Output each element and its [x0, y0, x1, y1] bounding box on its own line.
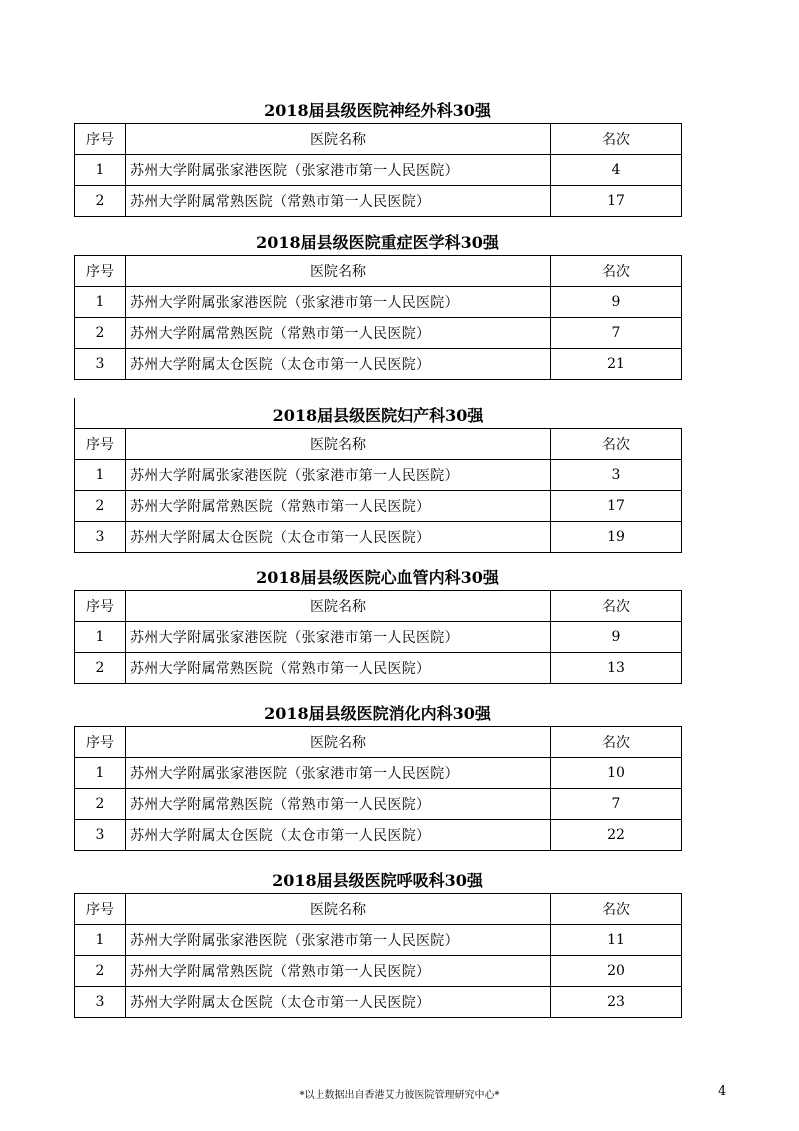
section-critical-care — [74, 228, 681, 380]
header-rank: 名次 — [551, 727, 682, 758]
section-obstetrics — [74, 398, 681, 553]
section-title: 2018届县级医院重症医学科30强 — [256, 233, 499, 252]
row-index: 3 — [75, 820, 126, 851]
row-index: 1 — [75, 622, 126, 653]
table-row — [75, 318, 682, 349]
header-rank: 名次 — [551, 256, 682, 287]
row-hospital-name: 苏州大学附属太仓医院（太仓市第一人民医院） — [126, 987, 551, 1018]
table-row — [75, 622, 682, 653]
section-title: 2018届县级医院消化内科30强 — [264, 704, 491, 723]
row-hospital-name: 苏州大学附属张家港医院（张家港市第一人民医院） — [126, 460, 551, 491]
row-hospital-name: 苏州大学附属常熟医院（常熟市第一人民医院） — [126, 491, 551, 522]
row-hospital-name: 苏州大学附属常熟医院（常熟市第一人民医院） — [126, 318, 551, 349]
row-hospital-name: 苏州大学附属常熟医院（常熟市第一人民医院） — [126, 653, 551, 684]
header-index: 序号 — [75, 256, 126, 287]
table-row — [75, 349, 682, 380]
header-rank: 名次 — [551, 124, 682, 155]
table-row — [75, 925, 682, 956]
header-index: 序号 — [75, 591, 126, 622]
table-header-row — [75, 429, 682, 460]
row-rank: 22 — [551, 820, 682, 851]
row-index: 2 — [75, 789, 126, 820]
header-index: 序号 — [75, 727, 126, 758]
row-hospital-name: 苏州大学附属张家港医院（张家港市第一人民医院） — [126, 287, 551, 318]
header-name: 医院名称 — [126, 894, 551, 925]
row-hospital-name: 苏州大学附属常熟医院（常熟市第一人民医院） — [126, 186, 551, 217]
header-name: 医院名称 — [126, 591, 551, 622]
ranking-table — [74, 123, 682, 217]
row-hospital-name: 苏州大学附属太仓医院（太仓市第一人民医院） — [126, 522, 551, 553]
table-row — [75, 758, 682, 789]
row-rank: 10 — [551, 758, 682, 789]
row-hospital-name: 苏州大学附属常熟医院（常熟市第一人民医院） — [126, 956, 551, 987]
section-title: 2018届县级医院呼吸科30强 — [272, 871, 483, 890]
row-hospital-name: 苏州大学附属张家港医院（张家港市第一人民医院） — [126, 622, 551, 653]
row-rank: 7 — [551, 789, 682, 820]
section-respiratory — [74, 866, 681, 1018]
row-rank: 19 — [551, 522, 682, 553]
table-row — [75, 522, 682, 553]
row-hospital-name: 苏州大学附属张家港医院（张家港市第一人民医院） — [126, 925, 551, 956]
header-index: 序号 — [75, 894, 126, 925]
row-index: 1 — [75, 287, 126, 318]
table-row — [75, 155, 682, 186]
row-index: 2 — [75, 186, 126, 217]
row-hospital-name: 苏州大学附属太仓医院（太仓市第一人民医院） — [126, 349, 551, 380]
row-rank: 23 — [551, 987, 682, 1018]
ranking-table — [74, 726, 682, 851]
row-rank: 9 — [551, 622, 682, 653]
row-index: 1 — [75, 758, 126, 789]
row-index: 2 — [75, 318, 126, 349]
table-row — [75, 287, 682, 318]
table-header-row — [75, 591, 682, 622]
section-gastroenterology — [74, 699, 681, 851]
table-header-row — [75, 256, 682, 287]
row-index: 2 — [75, 956, 126, 987]
row-rank: 9 — [551, 287, 682, 318]
row-hospital-name: 苏州大学附属张家港医院（张家港市第一人民医院） — [126, 758, 551, 789]
row-index: 2 — [75, 653, 126, 684]
table-row — [75, 653, 682, 684]
row-hospital-name: 苏州大学附属张家港医院（张家港市第一人民医院） — [126, 155, 551, 186]
table-header-row — [75, 124, 682, 155]
table-row — [75, 460, 682, 491]
row-index: 2 — [75, 491, 126, 522]
row-index: 3 — [75, 522, 126, 553]
row-rank: 3 — [551, 460, 682, 491]
header-rank: 名次 — [551, 429, 682, 460]
table-row — [75, 789, 682, 820]
header-index: 序号 — [75, 429, 126, 460]
row-rank: 17 — [551, 186, 682, 217]
ranking-table — [74, 428, 682, 553]
section-title: 2018届县级医院神经外科30强 — [264, 101, 491, 120]
row-rank: 11 — [551, 925, 682, 956]
section-neurosurgery — [74, 96, 681, 217]
row-index: 1 — [75, 155, 126, 186]
table-row — [75, 956, 682, 987]
row-rank: 21 — [551, 349, 682, 380]
row-hospital-name: 苏州大学附属太仓医院（太仓市第一人民医院） — [126, 820, 551, 851]
header-rank: 名次 — [551, 894, 682, 925]
document-body — [74, 96, 681, 1018]
table-row — [75, 987, 682, 1018]
table-header-row — [75, 894, 682, 925]
ranking-table — [74, 893, 682, 1018]
row-rank: 17 — [551, 491, 682, 522]
table-row — [75, 491, 682, 522]
header-name: 医院名称 — [126, 124, 551, 155]
section-cardiology — [74, 563, 681, 684]
table-row — [75, 820, 682, 851]
header-rank: 名次 — [551, 591, 682, 622]
row-rank: 7 — [551, 318, 682, 349]
row-rank: 20 — [551, 956, 682, 987]
header-name: 医院名称 — [126, 429, 551, 460]
row-index: 3 — [75, 987, 126, 1018]
section-title: 2018届县级医院妇产科30强 — [272, 406, 484, 425]
header-name: 医院名称 — [126, 256, 551, 287]
table-header-row — [75, 727, 682, 758]
row-hospital-name: 苏州大学附属常熟医院（常熟市第一人民医院） — [126, 789, 551, 820]
page-number: 4 — [718, 1084, 727, 1099]
row-index: 3 — [75, 349, 126, 380]
ranking-table — [74, 590, 682, 684]
row-rank: 13 — [551, 653, 682, 684]
header-index: 序号 — [75, 124, 126, 155]
row-index: 1 — [75, 925, 126, 956]
row-index: 1 — [75, 460, 126, 491]
footer-source-note: *以上数据出自香港艾力彼医院管理研究中心* — [299, 1090, 500, 1101]
table-row — [75, 186, 682, 217]
section-title: 2018届县级医院心血管内科30强 — [256, 568, 499, 587]
ranking-table — [74, 255, 682, 380]
header-name: 医院名称 — [126, 727, 551, 758]
row-rank: 4 — [551, 155, 682, 186]
